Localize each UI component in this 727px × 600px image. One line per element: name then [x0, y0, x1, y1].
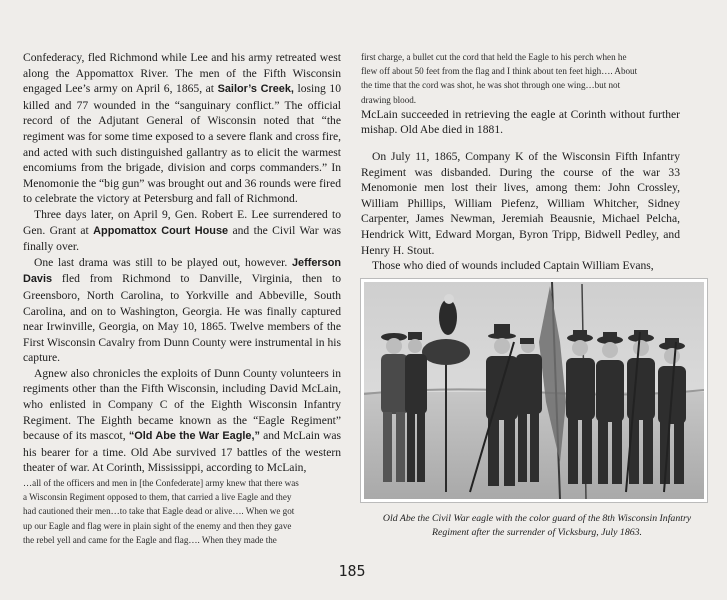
- paragraph-sailors-creek: Confederacy, fled Richmond while Lee and his army retreated west along the Appomattox River. The men of the Fifth Wisconsin engaged Lee’s army on April 6, 1865, at Sailor’s Creek, losing 10 killed and 77 wounded in the “sanguinary conflict.” The official record of the Adjutant General of Wisconsin noted that “the regiment was for some time exposed to a severe flank and cross fire, and acted with such distinguished gallantry as to elicit the warmest encomiums from the brigade, division and corps commanders.” In Menomonie the “big gun” was brought out and 36 rounds were fired to celebrate the victory at Petersburg and fall of Richmond.: [23, 51, 341, 206]
- term-jefferson-davis: Jefferson Davis: [23, 256, 341, 286]
- page-number: 185: [338, 562, 366, 580]
- color-guard-photo-illustration: [364, 282, 704, 499]
- paragraph-jefferson-davis: One last drama was still to be played out, however. Jefferson Davis fled from Richmond to Danville, Virginia, then to Greensboro, North Carolina, to Yorkville and Abbeville, South Carolina, and on to Washington, Georgia. He was finally captured near Irwinville, Georgia, on May 10, 1865. Twelve members of the First Wisconsin Cavalry from Dunn County were instrumental in his capture.: [23, 255, 341, 365]
- block-quote-mclain-continued: first charge, a bullet cut the cord that held the Eagle to his perch when he flew off about 50 feet from the flag and I think about ten feet high…. About the time that the cord was shot, he was shot through one wing…but not drawing blood.: [361, 52, 638, 105]
- right-column: [361, 50, 680, 274]
- left-column: [23, 50, 341, 547]
- term-sailors-creek: Sailor’s Creek,: [217, 83, 294, 96]
- historical-photo: [360, 278, 708, 503]
- paragraph-appomattox: Three days later, on April 9, Gen. Robert E. Lee surrendered to Gen. Grant at Appomattox Court House and the Civil War was finally over.: [23, 207, 341, 254]
- block-quote-mclain: …all of the officers and men in [the Confederate] army knew that there was a Wisconsin Regiment opposed to them, that carried a live Eagle and they had cautioned their men…to take that Eagle dead or alive…. When we got up our Eagle and flag were in plain sight of the enemy and then they gave the rebel yell and came for the Eagle and flag…. When they made the: [23, 478, 299, 545]
- photo-caption: Old Abe the Civil War eagle with the color guard of the 8th Wisconsin Infantry Regiment after the surrender of Vicksburg, July 1863.: [382, 513, 692, 538]
- paragraph-retrieving-eagle: McLain succeeded in retrieving the eagle at Corinth without further mishap. Old Abe died in 1881.: [361, 107, 680, 137]
- paragraph-died-of-wounds: Those who died of wounds included Captain William Evans,: [372, 259, 654, 273]
- paragraph-old-abe: Agnew also chronicles the exploits of Dunn County volunteers in regiments other than the Fifth Wisconsin, including David McLain, who enlisted in Company C of the Eighth Wisconsin Infantry Regiment. The Eighth became known as the “Eagle Regiment” because of its mascot, “Old Abe the War Eagle,” and McLain was his bearer for a time. Old Abe survived 17 battles of the western theater of war. At Corinth, Mississippi, according to McLain,: [23, 366, 341, 475]
- paragraph-gap: [361, 138, 680, 149]
- term-old-abe: “Old Abe the War Eagle,”: [128, 430, 260, 443]
- term-appomattox: Appomattox Court House: [93, 224, 229, 237]
- paragraph-company-k: On July 11, 1865, Company K of the Wisconsin Fifth Infantry Regiment was disbanded. During the course of the war 33 Menomonie men lost their lives, among them: John Crossley, William Phillips, William Piefenz, William Whitcher, Sidney Carpenter, James Newman, Jeremiah Beausnie, Michael Pelcha, Hendrick Witt, Edward Morgan, Byron Tripp, Bidwell Pedley, and Henry H. Stout.: [361, 150, 680, 257]
